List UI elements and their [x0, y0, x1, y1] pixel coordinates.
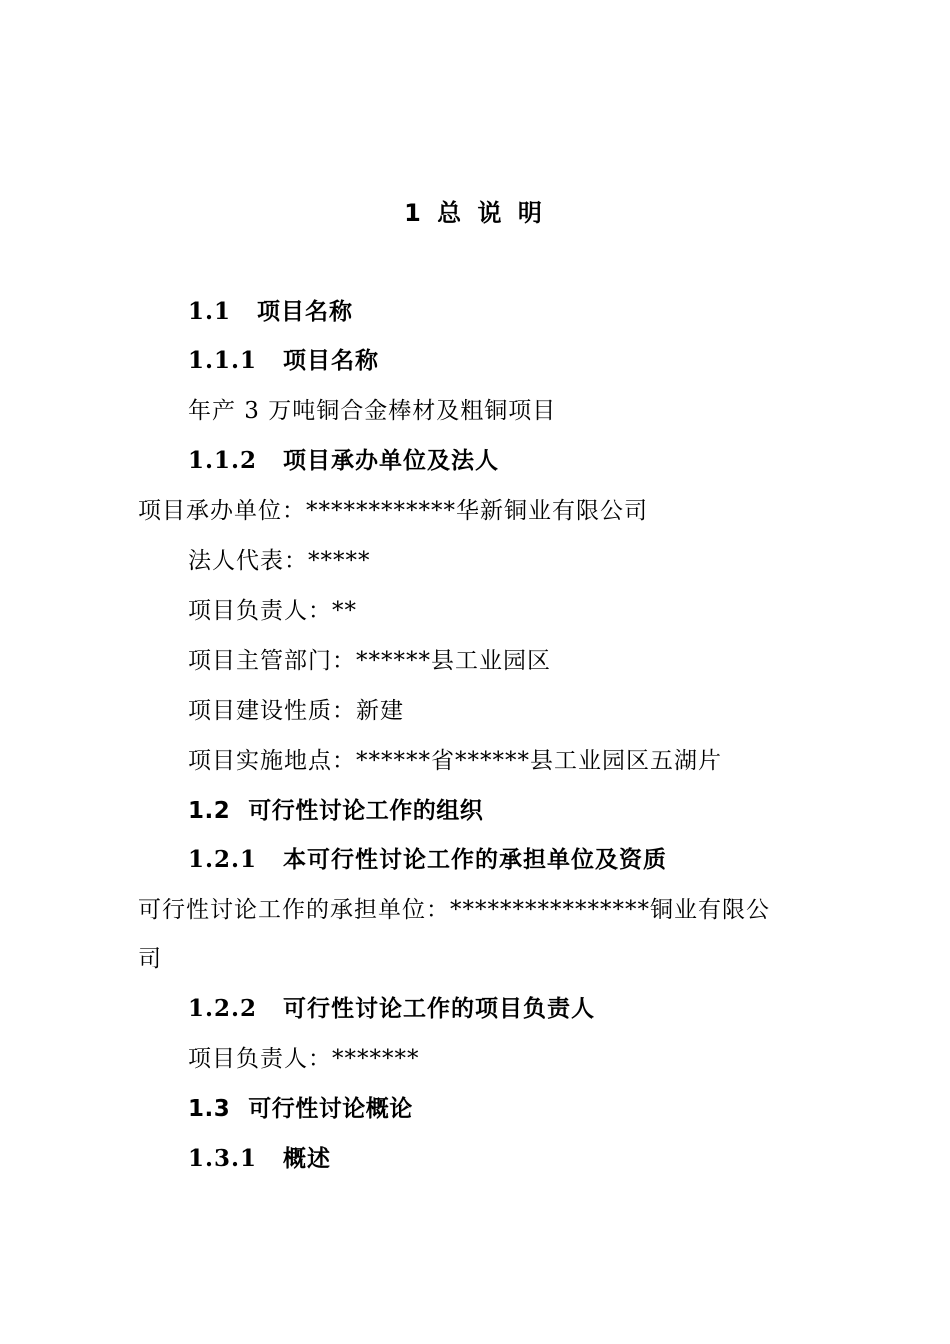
- section-1-1-1-heading: [188, 346, 379, 376]
- chapter-title: 1 总 说 明: [404, 199, 546, 227]
- section-number: 1.1.2: [188, 447, 258, 474]
- section-title: 本可行性讨论工作的承担单位及资质: [283, 846, 668, 873]
- location-text: 项目实施地点：******省******县工业园区五湖片: [188, 748, 722, 774]
- construction-nature-text: 项目建设性质：新建: [188, 698, 404, 724]
- section-title: 项目名称: [257, 298, 354, 325]
- section-number: 1.1.1: [188, 347, 258, 374]
- project-name-text: 年产 3 万吨铜合金棒材及粗铜项目: [188, 398, 557, 424]
- section-number: 1.2: [188, 798, 231, 824]
- section-title: 可行性讨论工作的项目负责人: [283, 995, 596, 1022]
- study-unit-text-line1: 可行性讨论工作的承担单位：****************铜业有限公: [138, 897, 770, 923]
- section-title: 项目承办单位及法人: [283, 447, 500, 474]
- section-number: 1.3.1: [188, 1145, 258, 1172]
- competent-dept-text: 项目主管部门：******县工业园区: [188, 648, 551, 674]
- undertaking-unit-text: 项目承办单位：************华新铜业有限公司: [138, 498, 648, 524]
- section-number: 1.2.1: [188, 846, 258, 873]
- section-title: 项目名称: [283, 347, 380, 374]
- section-title: 可行性讨论概论: [248, 1096, 413, 1122]
- section-number: 1.3: [188, 1096, 231, 1122]
- study-leader-text: 项目负责人：*******: [188, 1046, 420, 1072]
- section-number: 1.2.2: [188, 995, 258, 1022]
- section-1-3-heading: [188, 1094, 413, 1124]
- section-number: 1.1: [188, 298, 232, 325]
- study-unit-text-line2: 司: [138, 946, 162, 972]
- section-1-3-1-heading: [188, 1144, 331, 1174]
- legal-rep-text: 法人代表：*****: [188, 548, 371, 574]
- section-title: 概述: [283, 1145, 332, 1172]
- section-1-2-1-heading: [188, 845, 667, 875]
- section-1-2-2-heading: [188, 994, 595, 1024]
- project-leader-text: 项目负责人：**: [188, 598, 357, 624]
- section-1-1-2-heading: [188, 446, 499, 476]
- section-1-2-heading: [188, 796, 483, 826]
- section-1-1-heading: [188, 297, 353, 327]
- section-title: 可行性讨论工作的组织: [248, 798, 484, 824]
